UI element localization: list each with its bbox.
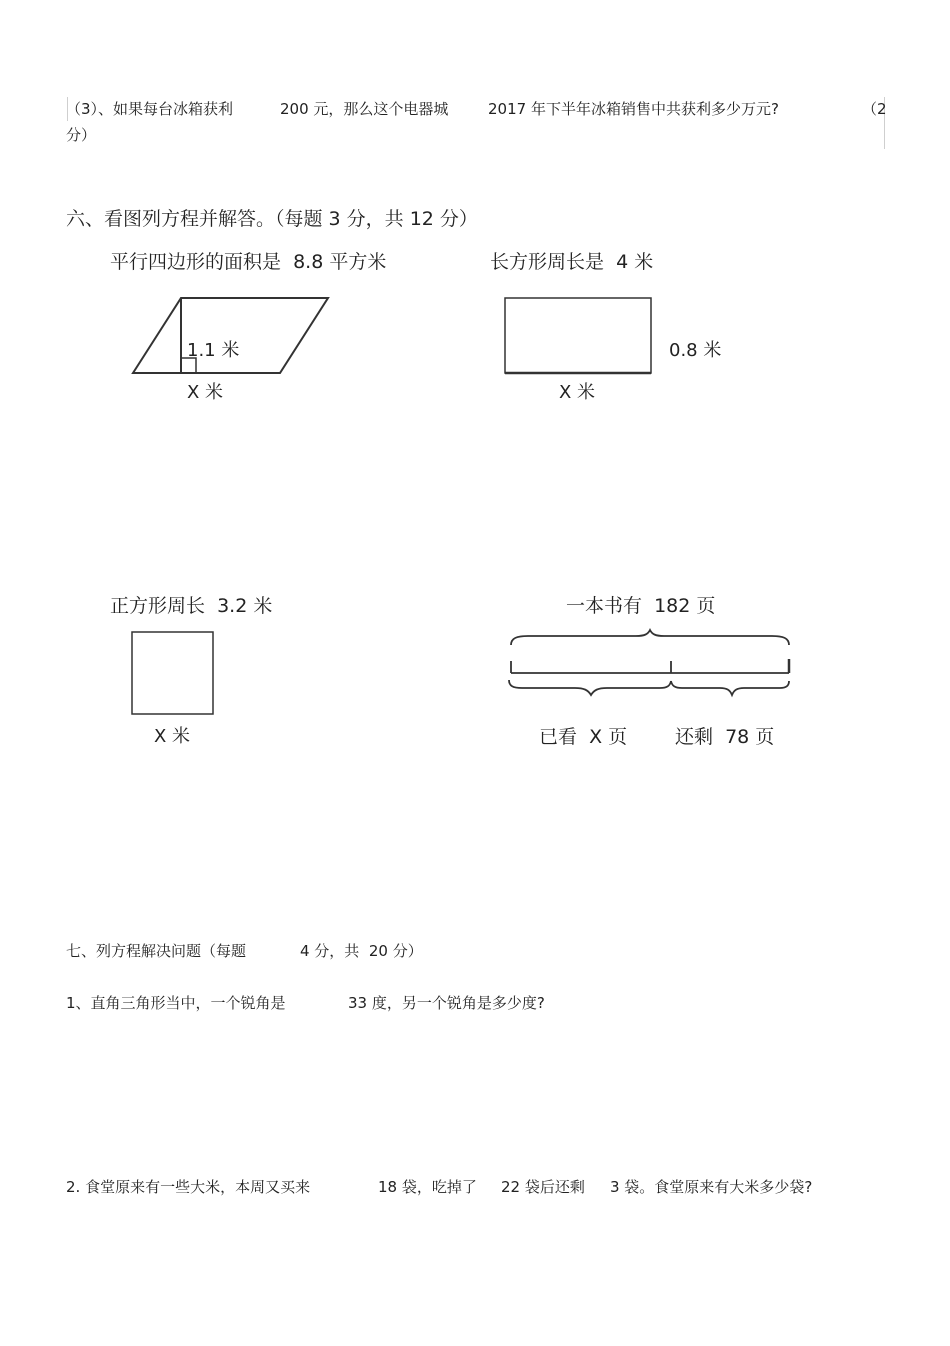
problem2-text-part1: 2. 食堂原来有一些大米，本周又买来 bbox=[66, 1178, 311, 1196]
q3-text-part2: 200 元，那么这个电器城 bbox=[280, 100, 449, 118]
rectangle-base-label: X 米 bbox=[559, 382, 596, 403]
q3-text-part1: （3）、如果每台冰箱获利 bbox=[66, 100, 234, 118]
section7-title-part1: 七、列方程解决问题（每题 bbox=[66, 942, 247, 960]
square-shape bbox=[132, 632, 213, 714]
problem2-text-part3: 22 袋后还剩 bbox=[501, 1178, 585, 1196]
problem2-text-part2: 18 袋，吃掉了 bbox=[378, 1178, 477, 1196]
square-caption: 正方形周长 3.2 米 bbox=[110, 595, 273, 617]
book-read-label: 已看 X 页 bbox=[539, 726, 628, 748]
top-brace bbox=[511, 630, 789, 645]
bottom-brace-left bbox=[509, 680, 671, 695]
q3-score-close: 分） bbox=[66, 126, 97, 144]
section7-title-part2: 4 分，共 20 分） bbox=[300, 942, 423, 960]
section6-title: 六、看图列方程并解答。（每题 3 分，共 12 分） bbox=[66, 208, 478, 230]
book-remaining-label: 还剩 78 页 bbox=[675, 726, 775, 748]
rectangle-shape bbox=[505, 298, 651, 373]
rectangle-side-label: 0.8 米 bbox=[669, 340, 722, 361]
problem2-text-part4: 3 袋。食堂原来有大米多少袋? bbox=[610, 1178, 813, 1196]
problem1-text-part2: 33 度，另一个锐角是多少度? bbox=[348, 994, 545, 1012]
square-side-label: X 米 bbox=[154, 726, 191, 747]
parallelogram-shape bbox=[133, 298, 328, 373]
problem1-text-part1: 1、直角三角形当中，一个锐角是 bbox=[66, 994, 286, 1012]
book-caption: 一本书有 182 页 bbox=[566, 595, 716, 617]
q3-text-part3: 2017 年下半年冰箱销售中共获利多少万元? bbox=[488, 100, 779, 118]
parallelogram-base-label: X 米 bbox=[187, 382, 224, 403]
rectangle-caption: 长方形周长是 4 米 bbox=[490, 251, 654, 273]
bottom-brace-right bbox=[671, 681, 789, 695]
parallelogram-caption: 平行四边形的面积是 8.8 平方米 bbox=[110, 251, 387, 273]
q3-score-open: （2 bbox=[862, 100, 887, 118]
parallelogram-height-label: 1.1 米 bbox=[187, 340, 240, 361]
